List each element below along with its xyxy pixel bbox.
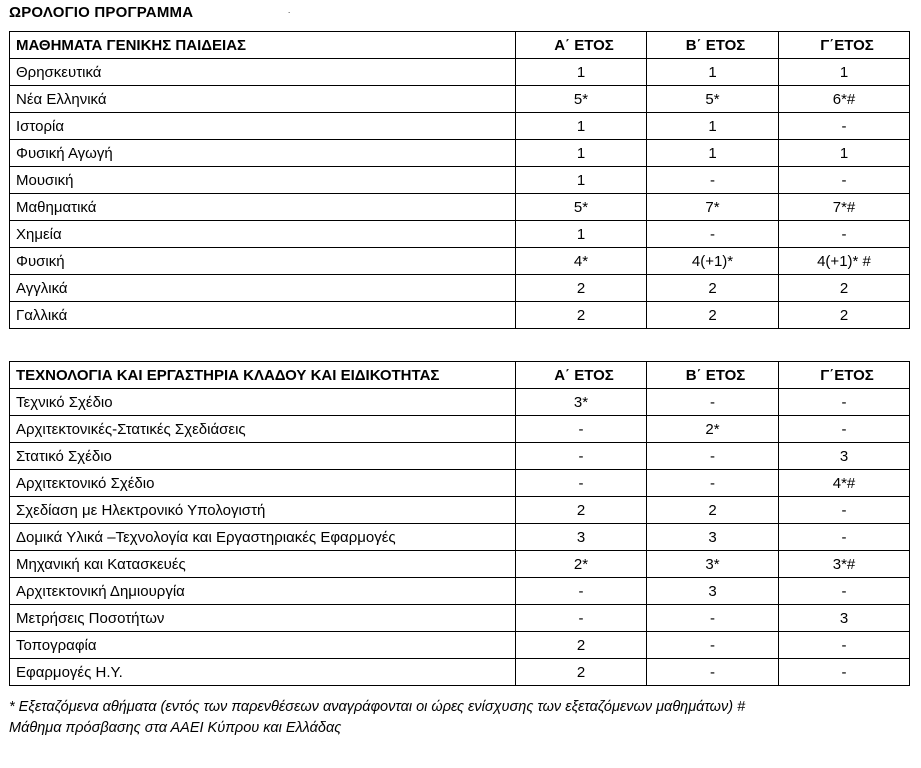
year-a-cell: 2 — [516, 497, 647, 524]
column-header-subject: ΜΑΘΗΜΑΤΑ ΓΕΝΙΚΗΣ ΠΑΙΔΕΙΑΣ — [10, 32, 516, 59]
subject-cell: Αρχιτεκτονικό Σχέδιο — [10, 470, 516, 497]
year-b-cell: - — [647, 443, 779, 470]
subject-cell: Αρχιτεκτονικές-Στατικές Σχεδιάσεις — [10, 416, 516, 443]
table-row — [10, 470, 910, 497]
year-c-cell: 1 — [779, 140, 910, 167]
year-c-cell: 2 — [779, 302, 910, 329]
subject-cell: Δομικά Υλικά –Τεχνολογία και Εργαστηριακές Εφαρμογές — [10, 524, 516, 551]
subject-cell: Αρχιτεκτονική Δημιουργία — [10, 578, 516, 605]
year-c-cell: - — [779, 659, 910, 686]
subject-cell: Μηχανική και Κατασκευές — [10, 551, 516, 578]
year-c-cell: 3*# — [779, 551, 910, 578]
year-a-cell: - — [516, 470, 647, 497]
footnote — [9, 697, 914, 739]
table-row — [10, 59, 910, 86]
page-title: ΩΡΟΛΟΓΙΟ ΠΡΟΓΡΑΜΜΑ — [9, 4, 194, 21]
column-header-year-c: Γ΄ΕΤΟΣ — [779, 362, 910, 389]
table-row — [10, 248, 910, 275]
year-b-cell: 3* — [647, 551, 779, 578]
year-a-cell: 1 — [516, 59, 647, 86]
year-a-cell: - — [516, 416, 647, 443]
year-b-cell: 7* — [647, 194, 779, 221]
year-b-cell: - — [647, 659, 779, 686]
column-header-year-b: Β΄ ΕΤΟΣ — [647, 362, 779, 389]
year-a-cell: - — [516, 443, 647, 470]
year-b-cell: - — [647, 470, 779, 497]
table-row — [10, 659, 910, 686]
year-a-cell: 3 — [516, 524, 647, 551]
year-a-cell: 2 — [516, 302, 647, 329]
year-b-cell: - — [647, 167, 779, 194]
year-c-cell: - — [779, 497, 910, 524]
year-a-cell: 1 — [516, 140, 647, 167]
table-row — [10, 632, 910, 659]
table-row — [10, 86, 910, 113]
table-row — [10, 221, 910, 248]
year-b-cell: - — [647, 632, 779, 659]
year-a-cell: 2 — [516, 632, 647, 659]
year-a-cell: 2 — [516, 275, 647, 302]
table-header-row — [10, 362, 910, 389]
year-a-cell: 1 — [516, 167, 647, 194]
year-a-cell: 1 — [516, 113, 647, 140]
year-a-cell: 1 — [516, 221, 647, 248]
subject-cell: Τοπογραφία — [10, 632, 516, 659]
subject-cell: Τεχνικό Σχέδιο — [10, 389, 516, 416]
year-b-cell: - — [647, 605, 779, 632]
subject-cell: Εφαρμογές Η.Υ. — [10, 659, 516, 686]
table-row — [10, 551, 910, 578]
table-row — [10, 497, 910, 524]
table-row — [10, 605, 910, 632]
table-row — [10, 167, 910, 194]
year-b-cell: 3 — [647, 524, 779, 551]
year-c-cell: 1 — [779, 59, 910, 86]
year-b-cell: 2* — [647, 416, 779, 443]
technology-subjects-table — [9, 361, 910, 686]
table-row — [10, 302, 910, 329]
year-b-cell: 1 — [647, 113, 779, 140]
year-c-cell: 6*# — [779, 86, 910, 113]
subject-cell: Γαλλικά — [10, 302, 516, 329]
stray-dot: . — [288, 6, 291, 15]
year-b-cell: - — [647, 389, 779, 416]
year-a-cell: 2* — [516, 551, 647, 578]
year-c-cell: 7*# — [779, 194, 910, 221]
year-a-cell: 3* — [516, 389, 647, 416]
year-c-cell: 4*# — [779, 470, 910, 497]
subject-cell: Φυσική — [10, 248, 516, 275]
footnote-line-2: Μάθημα πρόσβασης στα ΑΑΕΙ Κύπρου και Ελλάδας — [9, 720, 342, 736]
year-b-cell: 4(+1)* — [647, 248, 779, 275]
general-subjects-table — [9, 31, 910, 329]
year-b-cell: - — [647, 221, 779, 248]
column-header-year-a: Α΄ ΕΤΟΣ — [516, 32, 647, 59]
year-a-cell: 2 — [516, 659, 647, 686]
year-b-cell: 1 — [647, 59, 779, 86]
year-c-cell: 2 — [779, 275, 910, 302]
column-header-year-a: Α΄ ΕΤΟΣ — [516, 362, 647, 389]
subject-cell: Νέα Ελληνικά — [10, 86, 516, 113]
year-b-cell: 1 — [647, 140, 779, 167]
subject-cell: Στατικό Σχέδιο — [10, 443, 516, 470]
footnote-line-1: * Εξεταζόμενα αθήματα (εντός των παρενθέσεων αναγράφονται οι ώρες ενίσχυσης των εξεταζόμενων μαθημάτων) # — [9, 699, 746, 715]
table-row — [10, 113, 910, 140]
year-b-cell: 3 — [647, 578, 779, 605]
table-row — [10, 140, 910, 167]
table-row — [10, 443, 910, 470]
year-c-cell: - — [779, 632, 910, 659]
year-b-cell: 2 — [647, 497, 779, 524]
subject-cell: Μουσική — [10, 167, 516, 194]
subject-cell: Φυσική Αγωγή — [10, 140, 516, 167]
year-c-cell: - — [779, 221, 910, 248]
subject-cell: Σχεδίαση με Ηλεκτρονικό Υπολογιστή — [10, 497, 516, 524]
year-c-cell: - — [779, 416, 910, 443]
subject-cell: Χημεία — [10, 221, 516, 248]
subject-cell: Αγγλικά — [10, 275, 516, 302]
year-c-cell: - — [779, 113, 910, 140]
subject-cell: Θρησκευτικά — [10, 59, 516, 86]
year-c-cell: - — [779, 167, 910, 194]
year-c-cell: - — [779, 524, 910, 551]
year-b-cell: 5* — [647, 86, 779, 113]
column-header-year-b: Β΄ ΕΤΟΣ — [647, 32, 779, 59]
year-b-cell: 2 — [647, 302, 779, 329]
table-row — [10, 578, 910, 605]
year-b-cell: 2 — [647, 275, 779, 302]
year-c-cell: 3 — [779, 443, 910, 470]
subject-cell: Μαθηματικά — [10, 194, 516, 221]
year-c-cell: - — [779, 578, 910, 605]
table-row — [10, 524, 910, 551]
year-c-cell: 3 — [779, 605, 910, 632]
column-header-subject: ΤΕΧΝΟΛΟΓΙΑ ΚΑΙ ΕΡΓΑΣΤΗΡΙΑ ΚΛΑΔΟΥ ΚΑΙ ΕΙΔΙΚΟΤΗΤΑΣ — [10, 362, 516, 389]
subject-cell: Ιστορία — [10, 113, 516, 140]
year-a-cell: 5* — [516, 86, 647, 113]
year-a-cell: - — [516, 578, 647, 605]
year-a-cell: 5* — [516, 194, 647, 221]
year-c-cell: 4(+1)* # — [779, 248, 910, 275]
subject-cell: Μετρήσεις Ποσοτήτων — [10, 605, 516, 632]
table-row — [10, 389, 910, 416]
table-row — [10, 275, 910, 302]
table-row — [10, 416, 910, 443]
table-header-row — [10, 32, 910, 59]
year-c-cell: - — [779, 389, 910, 416]
year-a-cell: - — [516, 605, 647, 632]
table-row — [10, 194, 910, 221]
column-header-year-c: Γ΄ΕΤΟΣ — [779, 32, 910, 59]
year-a-cell: 4* — [516, 248, 647, 275]
